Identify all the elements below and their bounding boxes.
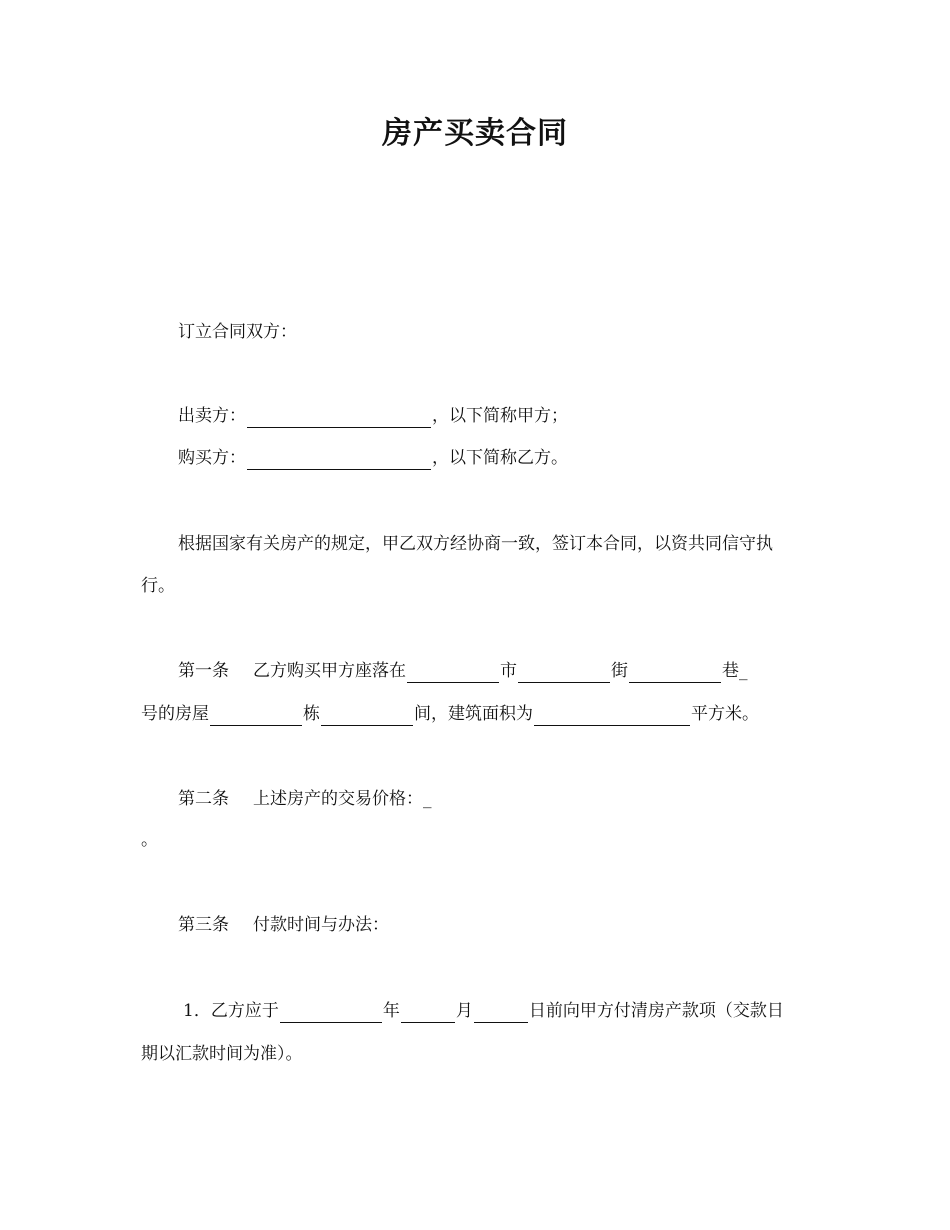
item-1-number: 1．: [183, 1001, 211, 1021]
article-2-number: 第二条: [178, 789, 229, 809]
year-blank[interactable]: [280, 1004, 382, 1023]
house-number-blank[interactable]: [210, 707, 302, 726]
buyer-name-blank[interactable]: [247, 451, 431, 470]
day-blank[interactable]: [474, 1004, 528, 1023]
item-1-line-2: 期以汇款时间为准）。: [141, 1044, 303, 1064]
preamble-line-2: 行。: [141, 576, 175, 596]
seller-suffix: ，以下简称甲方；: [432, 406, 568, 426]
article-2-line-1: 第二条 上述房产的交易价格：_: [178, 789, 432, 809]
article-3-heading: 第三条 付款时间与办法：: [178, 915, 389, 935]
seller-label: 出卖方：: [178, 406, 246, 426]
item-1-line-1: 1． 乙方应于 年 月 日前向甲方付清房产款项（交款日: [183, 1001, 784, 1021]
article-1-line-2: 号的房屋 栋 间，建筑面积为 平方米。: [141, 704, 759, 724]
month-blank[interactable]: [401, 1004, 455, 1023]
seller-name-blank[interactable]: [247, 409, 431, 428]
preamble-line-1: 根据国家有关房产的规定，甲乙双方经协商一致，签订本合同，以资共同信守执: [178, 534, 773, 554]
street-blank[interactable]: [518, 664, 610, 683]
article-3-number: 第三条: [178, 915, 229, 935]
lane-blank[interactable]: [629, 664, 721, 683]
parties-heading: 订立合同双方：: [178, 322, 297, 342]
article-1-line-1: 第一条 乙方购买甲方座落在 市 街 巷_: [178, 661, 748, 681]
document-title: 房产买卖合同: [382, 116, 568, 151]
buyer-label: 购买方：: [178, 448, 246, 468]
city-blank[interactable]: [407, 664, 499, 683]
building-blank[interactable]: [321, 707, 413, 726]
article-2-line-2: 。: [141, 830, 158, 850]
area-blank[interactable]: [534, 707, 690, 726]
seller-line: [178, 404, 568, 428]
buyer-suffix: ，以下简称乙方。: [432, 448, 568, 468]
article-1-number: 第一条: [178, 661, 229, 681]
buyer-line: [178, 446, 568, 470]
